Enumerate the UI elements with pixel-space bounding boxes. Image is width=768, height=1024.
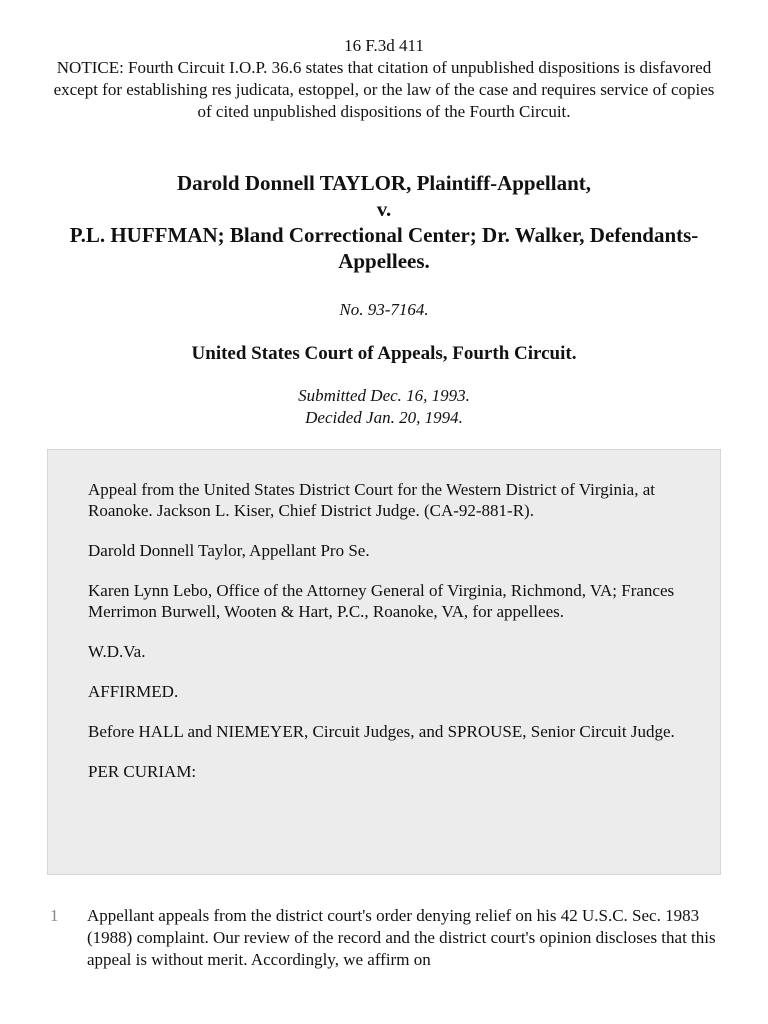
appeal-from-text: Appeal from the United States District Court for the Western District of Virginia, at Roanoke. Jackson L. Kiser, Chief District Judge. (CA-92-881-R).: [88, 480, 655, 520]
decided-date: Decided Jan. 20, 1994.: [305, 408, 463, 427]
document-header: [50, 35, 718, 123]
versus-label: v.: [376, 197, 392, 221]
opinion-body: [50, 905, 720, 971]
disposition-label: AFFIRMED.: [88, 682, 179, 701]
docket-number: No. 93-7164.: [339, 300, 429, 319]
district-label: W.D.Va.: [88, 642, 146, 661]
appellee-counsel: Karen Lynn Lebo, Office of the Attorney General of Virginia, Richmond, VA; Frances Merrimon Burwell, Wooten & Hart, P.C., Roanoke, VA, for appellees.: [88, 581, 675, 621]
panel-text: Before HALL and NIEMEYER, Circuit Judges, and SPROUSE, Senior Circuit Judge.: [88, 722, 675, 741]
per-curiam-label: PER CURIAM:: [88, 762, 197, 781]
defendants-names: P.L. HUFFMAN; Bland Correctional Center; Dr. Walker, Defendants-Appellees.: [69, 223, 699, 273]
unpublished-notice: NOTICE: Fourth Circuit I.O.P. 36.6 states that citation of unpublished dispositions is disfavored except for establishing res judicata, estoppel, or the law of the case and requires service of copies of cited unpublished dispositions of the Fourth Circuit.: [53, 58, 715, 121]
paragraph-number: 1: [50, 906, 59, 925]
case-dates: [50, 385, 718, 429]
submitted-date: Submitted Dec. 16, 1993.: [298, 386, 470, 405]
case-info-box: [47, 449, 721, 875]
paragraph-text: Appellant appeals from the district court's order denying relief on his 42 U.S.C. Sec. 1983 (1988) complaint. Our review of the record and the district court's opinion discloses that this appeal is without merit. Accordingly, we affirm on: [87, 906, 716, 969]
court-name: United States Court of Appeals, Fourth Circuit.: [191, 343, 577, 364]
appellant-counsel: Darold Donnell Taylor, Appellant Pro Se.: [88, 541, 370, 560]
case-citation: 16 F.3d 411: [344, 36, 424, 55]
case-caption: [50, 170, 718, 274]
plaintiff-name: Darold Donnell TAYLOR, Plaintiff-Appellant,: [176, 171, 592, 195]
opinion-paragraph: [50, 905, 720, 971]
